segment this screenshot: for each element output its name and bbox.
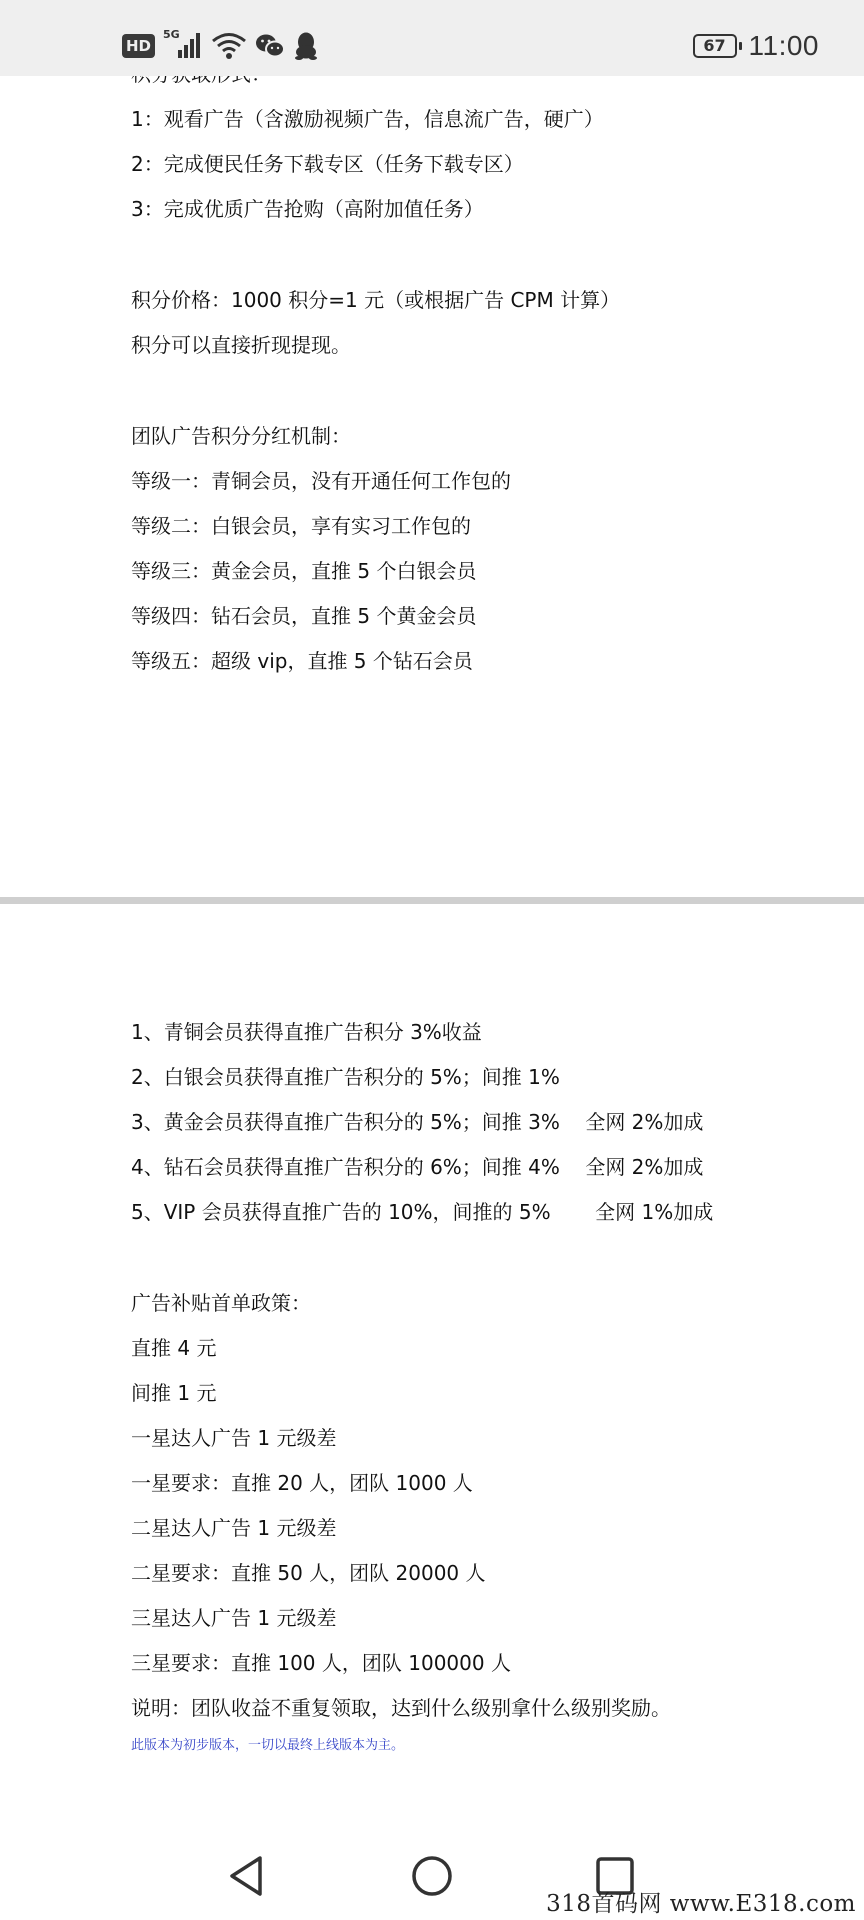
subsidy-item: 二星要求：直推 50 人，团队 20000 人 [131,1561,486,1585]
price-line: 积分价格：1000 积分=1 元（或根据广告 CPM 计算） [131,288,621,312]
signal-type-label: 5G [163,28,180,41]
method-item: 1：观看广告（含激励视频广告，信息流广告，硬广） [131,107,604,131]
level-item: 等级五：超级 vip，直推 5 个钻石会员 [131,649,473,673]
explanation-line: 说明：团队收益不重复领取，达到什么级别拿什么级别奖励。 [131,1696,671,1720]
level-item: 等级一：青铜会员，没有开通任何工作包的 [131,469,511,493]
version-note: 此版本为初步版本，一切以最终上线版本为主。 [131,1738,405,1753]
earnings-item: 5、VIP 会员获得直推广告的 10%，间推的 5% 全网 1%加成 [131,1200,714,1224]
subsidy-item: 间推 1 元 [131,1381,217,1405]
earnings-item: 2、白银会员获得直推广告积分的 5%；间推 1% [131,1065,560,1089]
method-item: 3：完成优质广告抢购（高附加值任务） [131,197,484,221]
page-divider [0,897,864,904]
wechat-icon [255,32,285,60]
home-button[interactable] [384,1832,480,1920]
withdraw-line: 积分可以直接折现提现。 [131,333,351,357]
subsidy-item: 二星达人广告 1 元级差 [131,1516,337,1540]
home-icon [410,1854,454,1898]
battery-level: 67 [703,36,726,55]
earnings-item: 1、青铜会员获得直推广告积分 3%收益 [131,1020,482,1044]
team-heading: 团队广告积分分红机制： [131,424,351,448]
subsidy-heading: 广告补贴首单政策： [131,1291,311,1315]
subsidy-item: 一星要求：直推 20 人，团队 1000 人 [131,1471,473,1495]
subsidy-item: 一星达人广告 1 元级差 [131,1426,337,1450]
status-icons-left [122,28,319,64]
back-button[interactable] [198,1832,294,1920]
hd-badge-icon: HD [122,34,155,58]
battery-icon [693,34,737,58]
signal-bars-icon [177,32,203,60]
earnings-item: 3、黄金会员获得直推广告积分的 5%；间推 3% 全网 2%加成 [131,1110,704,1134]
method-item: 2：完成便民任务下载专区（任务下载专区） [131,152,524,176]
status-bar [0,0,864,76]
back-icon [224,1852,268,1900]
level-item: 等级三：黄金会员，直推 5 个白银会员 [131,559,477,583]
signal-5g-icon [163,30,203,62]
wifi-icon [211,31,247,61]
subsidy-item: 直推 4 元 [131,1336,217,1360]
qq-icon [293,31,319,61]
subsidy-item: 三星达人广告 1 元级差 [131,1606,337,1630]
level-item: 等级四：钻石会员，直推 5 个黄金会员 [131,604,477,628]
navigation-bar [0,1832,864,1920]
clock: 11:00 [748,30,819,61]
earnings-item: 4、钻石会员获得直推广告积分的 6%；间推 4% 全网 2%加成 [131,1155,704,1179]
status-icons-right [693,26,820,66]
level-item: 等级二：白银会员，享有实习工作包的 [131,514,471,538]
subsidy-item: 三星要求：直推 100 人，团队 100000 人 [131,1651,511,1675]
watermark: 318首码网 www.E318.com [546,1891,856,1917]
